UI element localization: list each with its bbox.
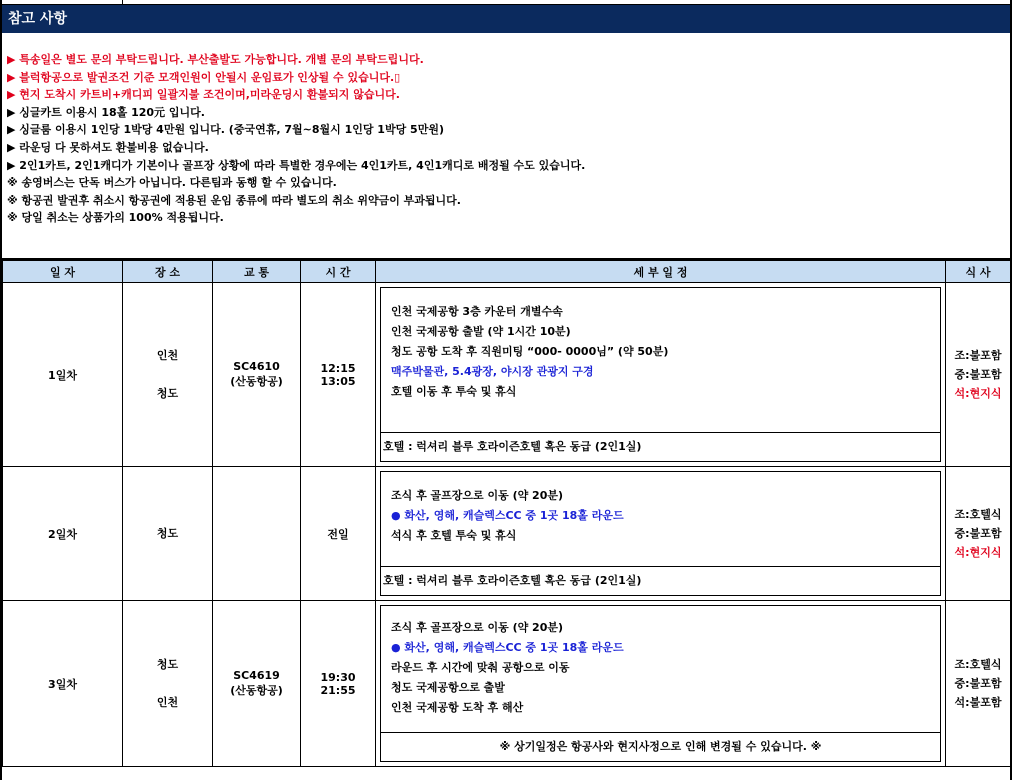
time-cell — [301, 283, 376, 467]
place-gap — [124, 675, 211, 693]
meal-breakfast: 조:호텔식 — [954, 658, 1002, 671]
notes-list — [2, 33, 1010, 260]
detail-box — [380, 471, 941, 596]
place-label: 인천 — [156, 695, 179, 709]
day-cell: 1일차 — [3, 283, 123, 467]
detail-line: 맥주박물관, 5.4광장, 야시장 관광지 구경 — [391, 365, 594, 378]
transport-cell — [213, 601, 301, 767]
table-row — [3, 467, 1011, 601]
detail-cell — [376, 467, 946, 601]
detail-box — [380, 605, 941, 762]
time-label: 21:55 — [320, 683, 356, 697]
header-place: 장 소 — [123, 261, 213, 283]
table-row — [3, 601, 1011, 767]
airline-name: (산동항공) — [230, 684, 283, 697]
meal-lunch: 중:불포함 — [954, 368, 1002, 381]
place-cell — [123, 467, 213, 601]
header-transport: 교 통 — [213, 261, 301, 283]
transport-cell — [213, 283, 301, 467]
time-label: 전일 — [327, 527, 349, 541]
meal-cell — [946, 283, 1011, 467]
note-item: ▶ 2인1카트, 2인1캐디가 기본이나 골프장 상황에 따라 특별한 경우에는 4인1카트, 4인1캐디로 배정될 수도 있습니다. — [7, 158, 586, 172]
meal-breakfast: 조:호텔식 — [954, 508, 1002, 521]
airline-name: (산동항공) — [230, 375, 283, 388]
time-label: 12:15 — [320, 361, 356, 375]
note-item: ▶ 싱글카트 이용시 18홀 120元 입니다. — [7, 105, 205, 119]
detail-cell — [376, 601, 946, 767]
hotel-info: 호텔 : 럭셔리 블루 호라이즌호텔 혹은 동급 (2인1실) — [381, 432, 940, 461]
meal-breakfast: 조:불포함 — [954, 349, 1002, 362]
meal-lunch: 중:불포함 — [954, 677, 1002, 690]
detail-box — [380, 287, 941, 462]
place-label: 청도 — [156, 526, 179, 540]
detail-line: 조식 후 골프장으로 이동 (약 20분) — [391, 489, 564, 502]
header-meal: 식 사 — [946, 261, 1011, 283]
meal-cell — [946, 601, 1011, 767]
hotel-info: 호텔 : 럭셔리 블루 호라이즌호텔 혹은 동급 (2인1실) — [381, 566, 940, 595]
note-item: ▶ 현지 도착시 카트비+캐디피 일괄지불 조건이며,미라운딩시 환불되지 않습니다. — [7, 88, 400, 102]
time-label: 19:30 — [320, 670, 356, 684]
note-item: ▶ 라운딩 다 못하셔도 환불비용 없습니다. — [7, 140, 209, 154]
time-label: 13:05 — [320, 374, 356, 388]
time-cell — [301, 601, 376, 767]
detail-cell — [376, 283, 946, 467]
note-item: ▶ 싱글룸 이용시 1인당 1박당 4만원 입니다. (중국연휴, 7월~8월시 1인당 1박당 5만원) — [7, 123, 444, 137]
detail-line: 조식 후 골프장으로 이동 (약 20분) — [391, 621, 564, 634]
meal-dinner: 석:현지식 — [954, 546, 1002, 559]
schedule-table — [2, 260, 1011, 767]
flight-number: SC4619 — [233, 669, 280, 682]
table-row — [3, 283, 1011, 467]
place-cell — [123, 283, 213, 467]
place-label: 청도 — [156, 386, 179, 400]
detail-line: 인천 국제공항 3층 카운터 개별수속 — [391, 305, 563, 318]
meal-lunch: 중:불포함 — [954, 527, 1002, 540]
header-detail: 세 부 일 정 — [376, 261, 946, 283]
detail-lines — [381, 606, 940, 732]
detail-line: 청도 공항 도착 후 직원미팅 “000- 0000님” (약 50분) — [391, 345, 669, 358]
top-strip — [2, 0, 1010, 5]
detail-line: 석식 후 호텔 투숙 및 휴식 — [391, 529, 517, 542]
note-item: ※ 당일 취소는 상품가의 100% 적용됩니다. — [7, 211, 224, 225]
detail-line: ● 화산, 영해, 캐슬렉스CC 중 1곳 18홀 라운드 — [391, 641, 624, 654]
time-cell — [301, 467, 376, 601]
detail-line: 인천 국제공항 출발 (약 1시간 10분) — [391, 325, 571, 338]
day-cell: 3일차 — [3, 601, 123, 767]
place-label: 인천 — [156, 348, 179, 362]
note-item: ▶ 특송일은 별도 문의 부탁드립니다. 부산출발도 가능합니다. 개별 문의 부탁드립니다. — [7, 53, 424, 66]
schedule-change-note: ※ 상기일정은 항공사와 현지사정으로 인해 변경될 수 있습니다. ※ — [381, 732, 940, 761]
detail-lines — [381, 472, 940, 566]
transport-cell — [213, 467, 301, 601]
top-strip-tick — [122, 0, 123, 4]
note-item: ※ 항공권 발권후 취소시 항공권에 적용된 운임 종류에 따라 별도의 취소 위약금이 부과됩니다. — [7, 193, 461, 207]
detail-line: ● 화산, 영해, 캐슬렉스CC 중 1곳 18홀 라운드 — [391, 509, 624, 522]
header-day: 일 자 — [3, 261, 123, 283]
header-time: 시 간 — [301, 261, 376, 283]
detail-line: 라운드 후 시간에 맞춰 공항으로 이동 — [391, 661, 570, 674]
section-header: 참고 사항 — [2, 5, 1010, 33]
place-cell — [123, 601, 213, 767]
place-gap — [124, 366, 211, 384]
note-item: ▶ 블럭항공으로 발권조건 기준 모객인원이 안될시 운임료가 인상될 수 있습니다.▯ — [7, 70, 401, 84]
detail-line: 인천 국제공항 도착 후 해산 — [391, 701, 524, 714]
table-header-row — [3, 261, 1011, 283]
detail-spacer — [381, 402, 940, 432]
flight-number: SC4610 — [233, 360, 280, 373]
meal-cell — [946, 467, 1011, 601]
note-item: ※ 송영버스는 단독 버스가 아닙니다. 다른팀과 동행 할 수 있습니다. — [7, 176, 337, 190]
day-cell: 2일차 — [3, 467, 123, 601]
meal-dinner: 석:현지식 — [954, 387, 1002, 400]
meal-dinner: 석:불포함 — [954, 696, 1002, 709]
detail-line: 청도 국제공항으로 출발 — [391, 681, 505, 694]
place-label: 청도 — [156, 657, 179, 671]
detail-line: 호텔 이동 후 투숙 및 휴식 — [391, 385, 517, 398]
detail-lines — [381, 288, 940, 402]
